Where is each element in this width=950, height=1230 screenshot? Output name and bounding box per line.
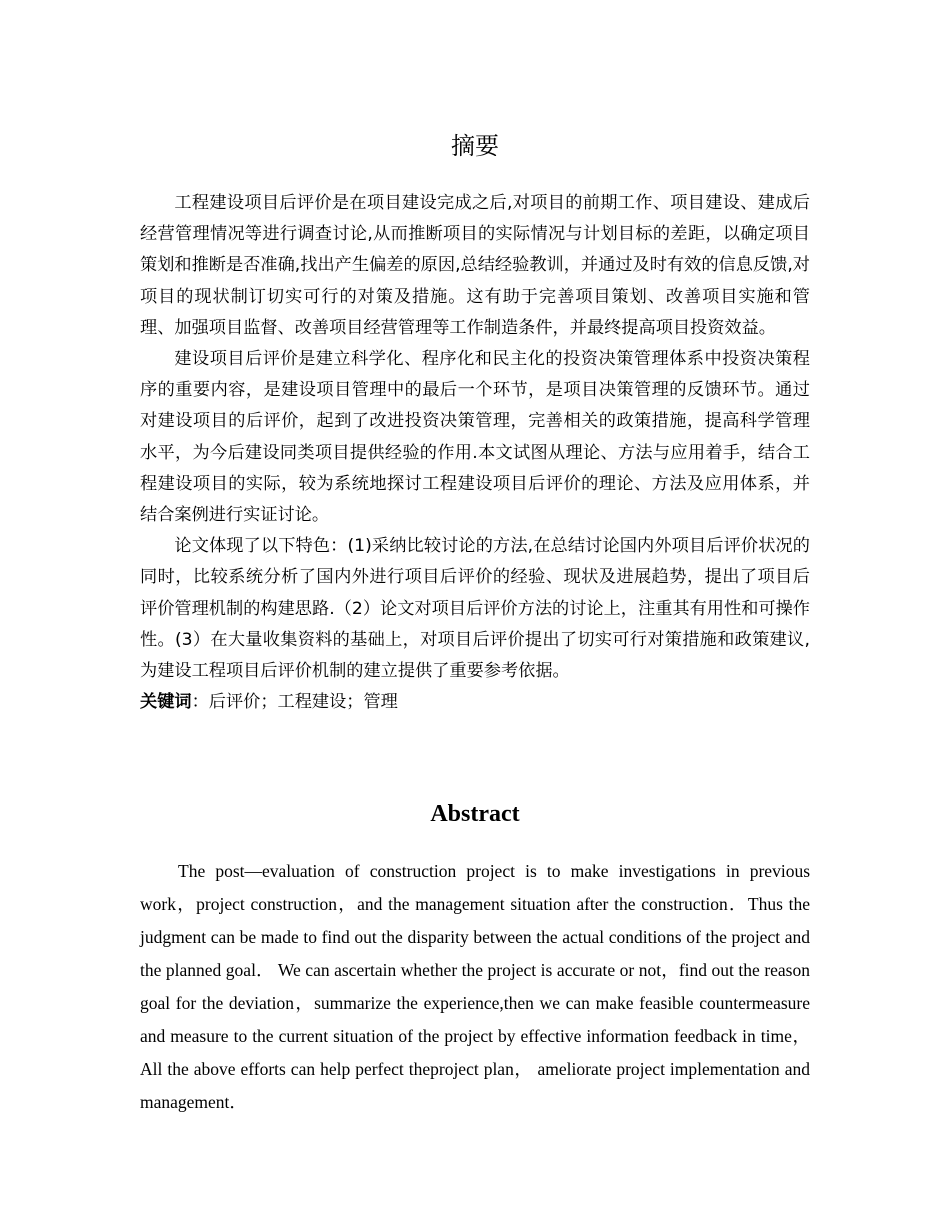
abstract-en-paragraph: The post—evaluation of construction project is to make investigations in previous work，project construction，and the management situation after the construction．Thus the judgment can be made to find out the disparity between the actual conditions of the project and the planned goal． We can ascertain whether the project is accurate or not，find out the reason goal for the deviation，summarize the experience,then we can make feasible countermeasure and measure to the current situation of the project by effective information feedback in time，All the above efforts can help perfect theproject plan， ameliorate project implementation and management．	[140, 861, 810, 1112]
abstract-en-body	[140, 855, 810, 1119]
abstract-cn-paragraph-2: 建设项目后评价是建立科学化、程序化和民主化的投资决策管理体系中投资决策程序的重要内容，是建设项目管理中的最后一个环节，是项目决策管理的反馈环节。通过对建设项目的后评价，起到了改进投资决策管理，完善相关的政策措施，提高科学管理水平，为今后建设同类项目提供经验的作用.本文试图从理论、方法与应用着手，结合工程建设项目的实际，较为系统地探讨工程建设项目后评价的理论、方法及应用体系，并结合案例进行实证讨论。	[140, 349, 810, 526]
keywords-text: ：后评价；工程建设；管理	[191, 692, 398, 713]
abstract-en-title: Abstract	[430, 801, 520, 827]
keywords-line	[140, 687, 810, 718]
keywords-label: 关键词	[140, 692, 192, 713]
abstract-cn-body	[140, 188, 810, 718]
abstract-cn-title: 摘要	[451, 132, 499, 160]
abstract-cn-paragraph-3: 论文体现了以下特色：(1)采纳比较讨论的方法,在总结讨论国内外项目后评价状况的同时，比较系统分析了国内外进行项目后评价的经验、现状及进展趋势，提出了项目后评价管理机制的构建思路.（2）论文对项目后评价方法的讨论上，注重其有用性和可操作性。(3）在大量收集资料的基础上，对项目后评价提出了切实可行对策措施和政策建议,为建设工程项目后评价机制的建立提供了重要参考依据。	[140, 536, 810, 682]
abstract-cn-paragraph-1: 工程建设项目后评价是在项目建设完成之后,对项目的前期工作、项目建设、建成后经营管理情况等进行调查讨论,从而推断项目的实际情况与计划目标的差距，以确定项目策划和推断是否准确,找出产生偏差的原因,总结经验教训，并通过及时有效的信息反馈,对项目的现状制订切实可行的对策及措施。这有助于完善项目策划、改善项目实施和管理、加强项目监督、改善项目经营管理等工作制造条件，并最终提高项目投资效益。	[140, 193, 810, 338]
